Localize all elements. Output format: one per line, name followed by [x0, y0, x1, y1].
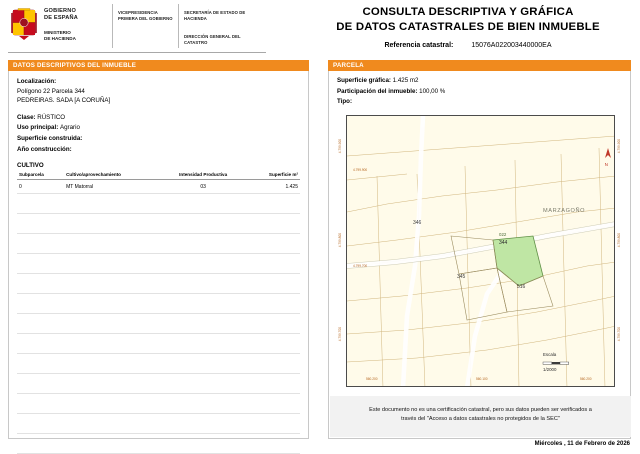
table-cell-empty — [161, 314, 246, 334]
localizacion-label: Localización: — [17, 78, 57, 85]
left-panel-title: DATOS DESCRIPTIVOS DEL INMUEBLE — [13, 62, 137, 69]
table-cell-empty — [161, 434, 246, 454]
table-cell-empty — [17, 414, 64, 434]
org-direccion-catastro: DIRECCIÓN GENERAL DEL CATASTRO — [184, 34, 241, 45]
spain-coat-of-arms-icon — [10, 7, 38, 41]
table-cell-empty — [17, 354, 64, 374]
parcel-label-346: 346 — [413, 220, 422, 226]
table-cell-empty — [64, 414, 160, 434]
participacion-row — [337, 87, 622, 98]
table-cell-empty — [64, 374, 160, 394]
uso-row — [17, 123, 300, 134]
localizacion-line-1: Polígono 22 Parcela 344 — [17, 87, 85, 95]
tipo-label: Tipo: — [337, 98, 353, 106]
disclaimer-line-2: través del "Acceso a datos catastrales no protegidos de la SEC" — [401, 416, 560, 422]
parcel-label-344: 344 — [499, 240, 508, 246]
table-cell-empty — [64, 194, 160, 214]
org-secretaria-estado: SECRETARÍA DE ESTADO DE HACIENDA — [184, 10, 246, 21]
right-panel-title-bar — [328, 60, 631, 71]
map-scale-label: Escala — [543, 352, 557, 357]
anio-construccion-label: Año construcción: — [17, 145, 72, 153]
table-cell-empty — [161, 374, 246, 394]
table-cell-empty — [246, 434, 300, 454]
table-row-empty — [17, 194, 300, 214]
table-cell-empty — [17, 294, 64, 314]
table-cell-empty — [246, 194, 300, 214]
table-cell-empty — [161, 194, 246, 214]
superficie-grafica-label: Superficie gráfica: — [337, 77, 391, 84]
th-subparcela: Subparcela — [17, 171, 64, 180]
map-y-label-left-3: 4.799.700 — [338, 327, 342, 342]
left-panel-title-bar — [8, 60, 309, 71]
table-cell-empty — [17, 194, 64, 214]
title-line-2: DE DATOS CATASTRALES DE BIEN INMUEBLE — [336, 21, 600, 33]
tipo-row — [337, 97, 622, 108]
superficie-grafica-value: 1.425 m2 — [392, 77, 419, 84]
map-inner-y-label-2: 4.799.700 — [353, 264, 368, 268]
table-cell-empty — [246, 294, 300, 314]
th-intensidad: Intensidad Productiva — [161, 171, 246, 180]
table-cell-empty — [246, 234, 300, 254]
spacer-2 — [17, 155, 300, 162]
table-row-empty — [17, 354, 300, 374]
table-cell-empty — [246, 254, 300, 274]
table-cell-empty — [161, 274, 246, 294]
superficie-grafica-row — [337, 76, 622, 87]
table-cell-empty — [17, 314, 64, 334]
map-y-label-left-1: 4.799.900 — [338, 139, 342, 154]
table-cell-empty — [17, 214, 64, 234]
table-header-row — [17, 171, 300, 180]
table-cell-empty — [17, 394, 64, 414]
table-cell-empty — [161, 234, 246, 254]
table-cell-empty — [246, 354, 300, 374]
table-cell-empty — [64, 354, 160, 374]
table-cell: 03 — [161, 180, 246, 194]
parcel-label-516: 516 — [517, 284, 526, 290]
table-row-empty — [17, 374, 300, 394]
table-cell-empty — [64, 394, 160, 414]
gov-line-1: GOBIERNO — [44, 8, 77, 14]
table-cell: 0 — [17, 180, 64, 194]
cultivo-section-title: CULTIVO — [17, 162, 44, 170]
table-cell-empty — [64, 334, 160, 354]
table-row-empty — [17, 294, 300, 314]
map-y-label-right-1: 4.799.900 — [617, 139, 621, 154]
table-cell-empty — [246, 274, 300, 294]
cadastral-map-wrap — [338, 115, 623, 387]
participacion-label: Participación del inmueble: — [337, 87, 418, 95]
table-cell-empty — [161, 334, 246, 354]
footer-date: Miércoles , 11 de Febrero de 2026 — [534, 441, 630, 447]
header-bottom-rule — [8, 52, 266, 53]
clase-row — [17, 113, 300, 124]
table-cell-empty — [64, 274, 160, 294]
table-cell-empty — [161, 294, 246, 314]
table-cell-empty — [64, 254, 160, 274]
header-divider-1 — [112, 4, 113, 48]
table-row-empty — [17, 234, 300, 254]
svg-text:MARZAGOÑO: MARZAGOÑO — [543, 208, 586, 214]
table-row-empty — [17, 394, 300, 414]
superficie-construida-label: Superficie construida: — [17, 134, 83, 142]
table-cell-empty — [17, 434, 64, 454]
disclaimer-line-1: Este documento no es una certificación catastral, pero sus datos pueden ser verificados a — [369, 407, 592, 413]
gov-line-2: DE ESPAÑA — [44, 15, 79, 21]
map-y-label-right-3: 4.799.700 — [617, 327, 621, 342]
map-y-label-right-2: 4.799.800 — [617, 233, 621, 248]
table-cell-empty — [64, 234, 160, 254]
table-cell-empty — [64, 314, 160, 334]
table-cell-empty — [161, 414, 246, 434]
government-name — [44, 8, 78, 42]
table-cell-empty — [246, 334, 300, 354]
document-header — [0, 0, 640, 54]
cultivo-table-body — [17, 180, 300, 454]
superficie-construida-row — [17, 134, 300, 145]
parcel-label-022: 022 — [499, 232, 507, 237]
table-row — [17, 180, 300, 194]
table-row-empty — [17, 214, 300, 234]
header-divider-2 — [178, 4, 179, 48]
table-cell-empty — [161, 214, 246, 234]
map-x-label-3: 560.200 — [580, 377, 592, 381]
table-row-empty — [17, 414, 300, 434]
right-panel-title: PARCELA — [333, 62, 364, 69]
table-cell-empty — [17, 374, 64, 394]
clase-value: RÚSTICO — [37, 113, 66, 121]
table-row-empty — [17, 274, 300, 294]
table-row-empty — [17, 434, 300, 454]
parcel-label-345: 345 — [457, 274, 466, 280]
parcel-details — [329, 71, 630, 108]
spacer — [17, 106, 300, 113]
cultivo-table — [17, 171, 300, 454]
right-panel — [328, 71, 631, 439]
svg-text:N: N — [604, 162, 608, 167]
table-cell-empty — [161, 354, 246, 374]
table-cell-empty — [161, 394, 246, 414]
table-cell-empty — [246, 314, 300, 334]
reference-label: Referencia catastral: — [384, 42, 454, 49]
table-cell-empty — [17, 274, 64, 294]
table-cell-empty — [64, 434, 160, 454]
table-cell-empty — [17, 334, 64, 354]
uso-label: Uso principal: — [17, 124, 59, 132]
map-disclaimer — [330, 396, 631, 437]
uso-value: Agrario — [59, 124, 80, 132]
cadastral-reference — [300, 42, 636, 49]
th-cultivo: Cultivo/aprovechamiento — [64, 171, 160, 180]
map-scale-value: 1/2000 — [543, 367, 557, 372]
localizacion-line-2: PEDREIRAS. SADA [A CORUÑA] — [17, 97, 111, 105]
reference-value: 15076A022003440000EA — [471, 42, 552, 49]
org-vicepresidencia: VICEPRESIDENCIA PRIMERA DEL GOBIERNO — [118, 10, 173, 21]
table-cell-empty — [246, 414, 300, 434]
table-cell: 1.425 — [246, 180, 300, 194]
th-superficie: Superficie m² — [246, 171, 300, 180]
table-row-empty — [17, 254, 300, 274]
table-cell-empty — [246, 374, 300, 394]
map-x-label-1: 560.200 — [366, 377, 378, 381]
anio-construccion-row — [17, 145, 300, 156]
table-cell-empty — [17, 254, 64, 274]
table-cell-empty — [246, 214, 300, 234]
table-cell-empty — [246, 394, 300, 414]
ministry-line-2: DE HACIENDA — [44, 36, 76, 41]
table-cell-empty — [161, 254, 246, 274]
map-y-label-left-2: 4.799.800 — [338, 233, 342, 248]
left-panel — [8, 71, 309, 439]
table-row-empty — [17, 334, 300, 354]
participacion-value: 100,00 % — [419, 87, 446, 95]
ministry-line-1: MINISTERIO — [44, 30, 71, 35]
map-inner-y-label-1: 4.799.900 — [353, 168, 368, 172]
cadastral-map[interactable] — [346, 115, 615, 387]
table-cell-empty — [64, 214, 160, 234]
table-cell: MT Matorral — [64, 180, 160, 194]
title-line-1: CONSULTA DESCRIPTIVA Y GRÁFICA — [362, 6, 574, 18]
map-svg — [347, 116, 615, 387]
document-title-block — [300, 5, 636, 49]
table-cell-empty — [64, 294, 160, 314]
clase-label: Clase: — [17, 113, 36, 121]
table-cell-empty — [17, 234, 64, 254]
property-details — [9, 71, 308, 162]
map-x-label-2: 560.100 — [476, 377, 488, 381]
table-row-empty — [17, 314, 300, 334]
